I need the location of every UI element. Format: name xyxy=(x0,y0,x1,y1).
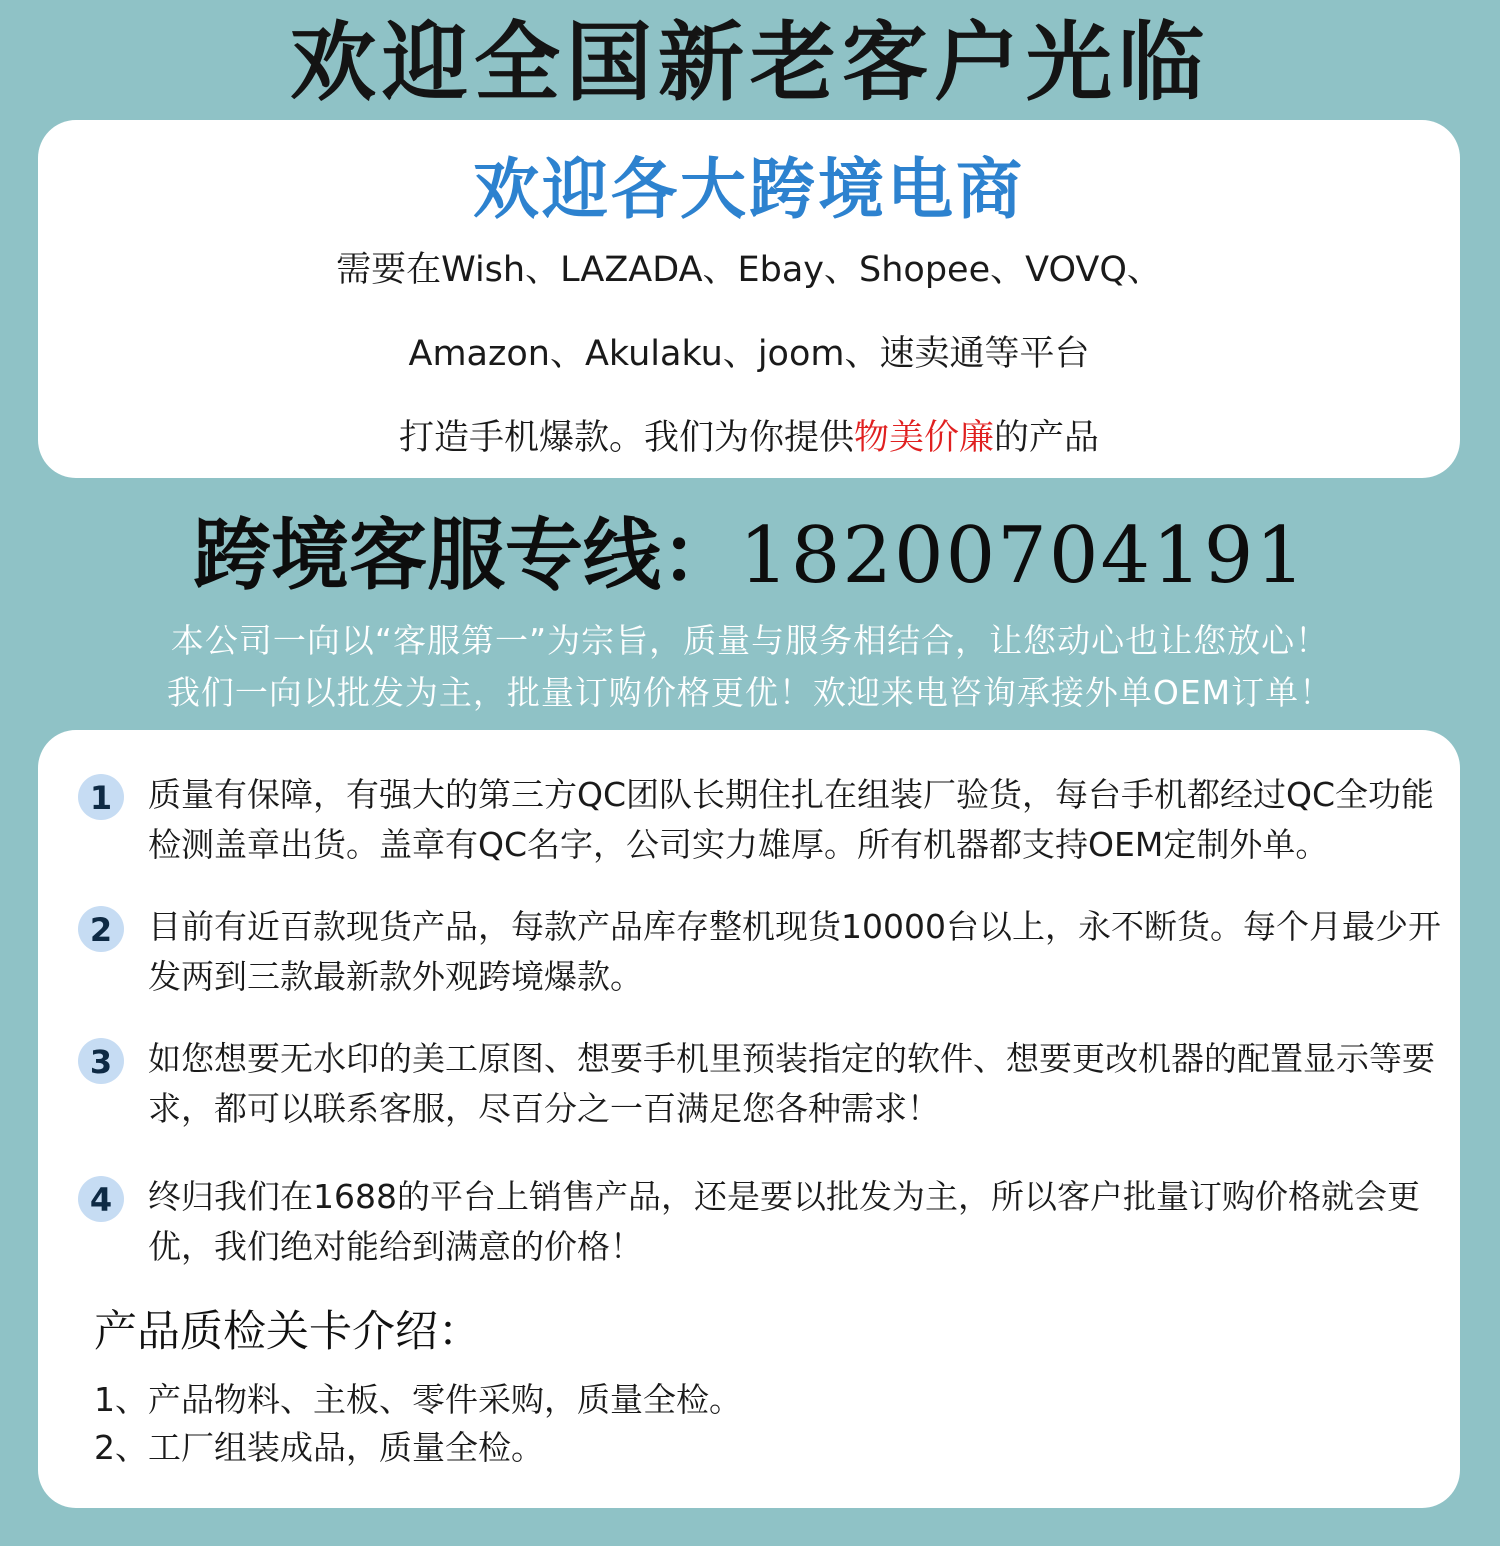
offer-line xyxy=(38,416,1460,460)
feature-text: 质量有保障，有强大的第三方QC团队长期住扎在组装厂验货，每台手机都经过QC全功能检测盖章出货。盖章有QC名字，公司实力雄厚。所有机器都支持OEM定制外单。 xyxy=(148,775,1435,864)
hotline xyxy=(0,508,1500,604)
feature-text: 如您想要无水印的美工原图、想要手机里预装指定的软件、想要更改机器的配置显示等要求，都可以联系客服，尽百分之一百满足您各种需求！ xyxy=(148,1039,1435,1128)
slogan-line-1: 本公司一向以“客服第一”为宗旨，质量与服务相结合，让您动心也让您放心！ xyxy=(170,621,1330,660)
feature-number-badge: 1 xyxy=(78,774,124,820)
offer-prefix: 打造手机爆款。我们为你提供 xyxy=(398,418,854,458)
intro-title: 欢迎各大跨境电商 xyxy=(473,151,1025,228)
feature-number-badge: 2 xyxy=(78,906,124,952)
quality-section-title: 产品质检关卡介绍： xyxy=(94,1307,481,1357)
hotline-number[interactable]: 18200704191 xyxy=(739,511,1307,601)
intro-card xyxy=(38,120,1460,478)
features-card xyxy=(38,730,1460,1508)
quality-item: 1、产品物料、主板、零件采购，质量全检。 xyxy=(94,1380,742,1419)
slogan-line-2: 我们一向以批发为主，批量订购价格更优！欢迎来电咨询承接外单OEM订单！ xyxy=(166,673,1334,712)
platform-line-2: Amazon、Akulaku、joom、速卖通等平台 xyxy=(408,334,1090,374)
offer-suffix: 的产品 xyxy=(994,418,1100,458)
offer-highlight: 物美价廉 xyxy=(853,418,994,458)
feature-text: 目前有近百款现货产品，每款产品库存整机现货10000台以上，永不断货。每个月最少开发两到三款最新款外观跨境爆款。 xyxy=(148,907,1441,996)
feature-number-badge: 3 xyxy=(78,1038,124,1084)
feature-number-badge: 4 xyxy=(78,1176,124,1222)
hotline-label: 跨境客服专线： xyxy=(193,511,740,601)
quality-item: 2、工厂组装成品，质量全检。 xyxy=(94,1428,544,1467)
page-headline: 欢迎全国新老客户光临 xyxy=(290,13,1210,113)
platform-line-1: 需要在Wish、LAZADA、Ebay、Shopee、VOVQ、 xyxy=(336,250,1162,290)
feature-text: 终归我们在1688的平台上销售产品，还是要以批发为主，所以客户批量订购价格就会更优，我们绝对能给到满意的价格！ xyxy=(148,1177,1420,1266)
